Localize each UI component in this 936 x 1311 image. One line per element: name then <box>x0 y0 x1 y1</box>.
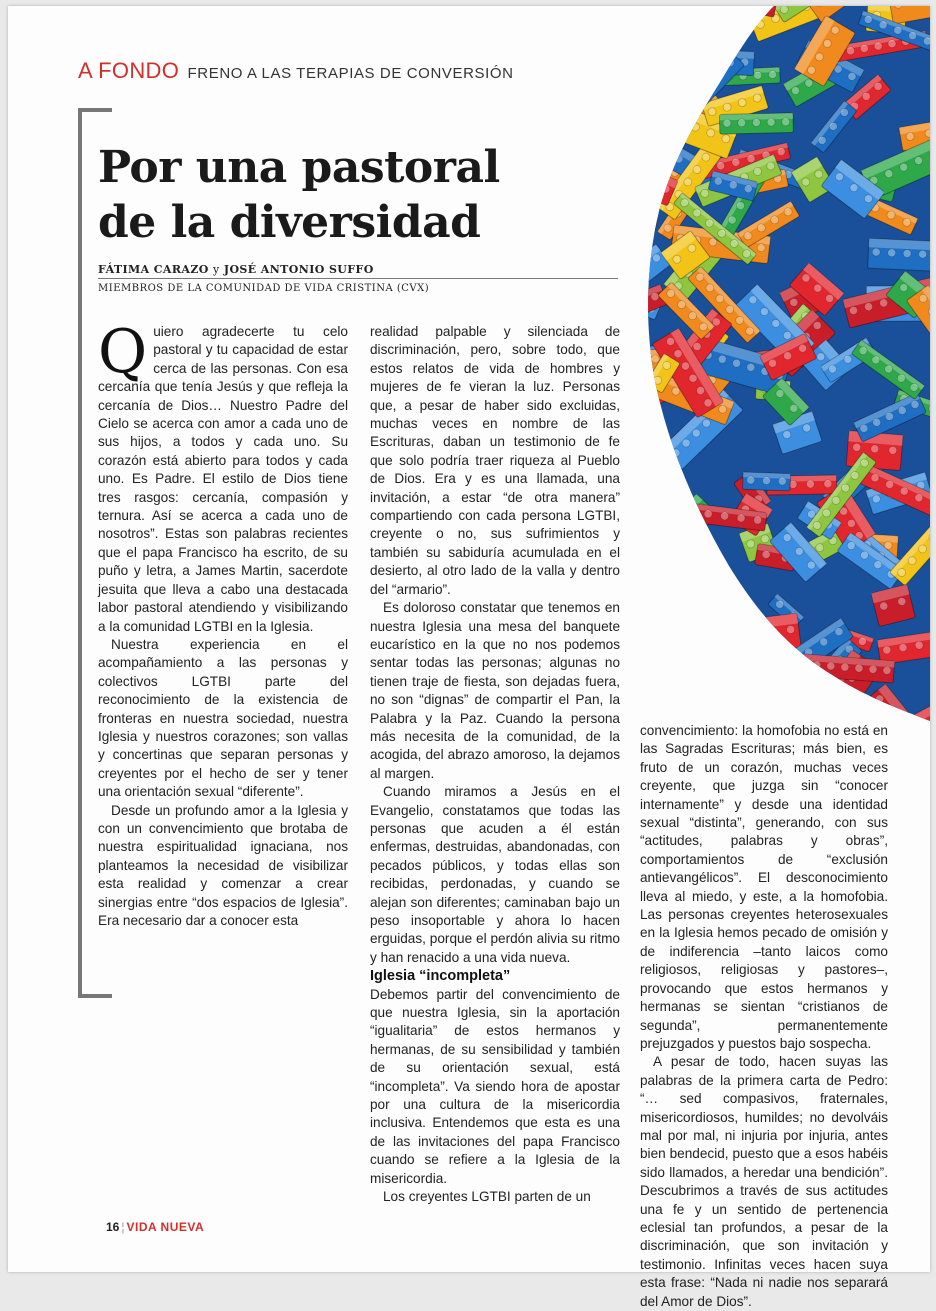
toy-brick <box>636 551 716 609</box>
title-line-2: de la diversidad <box>98 197 481 248</box>
paragraph-7-part-2: convencimiento: la homofobia no está en las Sagradas Escrituras; más bien, es fruto de un corazón, muchas veces creyente, que juzga sin “conocer internamente” y desde una identidad sexual “distinta”, generando, con sus “actitudes, palabras y obras”, comportamientos de “exclusión antievangélicos”. El desconocimiento lleva al miedo, y este, a la homofobia. Las personas creyentes heterosexuales en la Iglesia hemos pecado de omisión y de indiferencia –tanto laicos como religiosos, religiosas y pastores–, provocando que estos hermanos y hermanas se sientan “cristianos de segunda”, permanentemente prejuzgados y puestos bajo sospecha. <box>640 723 888 1051</box>
paragraph-3-part-1: Desde un profundo amor a la Iglesia y con un convencimiento que brotaba de nuestra espiritualidad ignaciana, nos planteamos la necesidad de visibilizar esta realidad y comenzar a crear sinergias entre “dos espacios de Iglesia”. Era necesario dar a conocer esta <box>98 802 348 928</box>
section-label: A FONDO <box>78 58 180 83</box>
toy-brick <box>680 665 724 704</box>
toy-brick <box>672 632 710 668</box>
toy-brick <box>582 200 658 250</box>
toy-brick <box>604 81 680 121</box>
author-1: FÁTIMA CARAZO <box>98 263 209 276</box>
toy-brick <box>576 82 668 139</box>
author-2: JOSÉ ANTONIO SUFFO <box>223 263 374 276</box>
bracket-rule-top <box>78 108 112 112</box>
drop-cap: Q <box>98 317 148 387</box>
toy-brick <box>627 547 699 588</box>
footer-separator: ¦ <box>121 1220 125 1234</box>
bracket-rule-bottom <box>78 994 112 998</box>
page-number: 16 <box>106 1220 120 1234</box>
publication-name: VIDA NUEVA <box>126 1220 205 1234</box>
toy-brick <box>671 680 748 716</box>
article-title <box>98 140 500 250</box>
author-affiliation: MIEMBROS DE LA COMUNIDAD DE VIDA CRISTINA (CVX) <box>98 283 430 294</box>
toy-brick <box>580 140 656 216</box>
text-column-2 <box>370 323 620 1207</box>
toy-brick <box>719 113 793 134</box>
paragraph-4: Es doloroso constatar que tenemos en nuestra Iglesia una mesa del banquete eucarístico en la que no nos podemos sentar todas las personas; algunas no tienen traje de fiesta, son dejadas fuera, no son “dignas” de compartir el Pan, la Palabra y la Paz. Cuando la persona más necesita de la comunidad, de la acogida, del abrazo amoroso, la dejamos al margen. <box>370 600 620 781</box>
toy-brick <box>640 0 702 68</box>
text-column-1 <box>98 317 348 930</box>
toy-brick <box>731 650 772 675</box>
paragraph-7-part-1: Los creyentes LGTBI parten de un <box>383 1189 591 1205</box>
section-header <box>78 58 514 84</box>
toy-brick <box>689 655 784 738</box>
paragraph-5: Cuando miramos a Jesús en el Evangelio, constatamos que todas las personas que acuden a él están enfermas, destruidas, abandonadas, con pecados públicos, y todas ellas son recibidas, perdonadas, y cuando se alejan son diferentes; caminaban bajo un peso insoportable y ahora lo hacen erguidas, porque el perdón alivia su ritmo y han renacido a una vida nueva. <box>370 784 620 965</box>
toy-brick <box>638 512 709 596</box>
toy-brick <box>608 0 699 43</box>
bracket-rule-left <box>78 108 82 998</box>
toy-brick <box>715 644 787 711</box>
title-line-1: Por una pastoral <box>98 142 500 193</box>
toy-brick <box>719 0 776 17</box>
text-column-3 <box>640 722 888 1311</box>
byline <box>98 263 618 279</box>
paragraph-8: A pesar de todo, hacen suyas las palabras de la primera carta de Pedro: “… sed compasivos, fraternales, misericordiosos, humildes; no devolváis mal por mal, ni injuria por injuria, antes bien bendecid, puesto que a esos habéis sido llamados, a heredar una bendición”. Descubrimos a través de sus actitudes una fe y un sentido de pertenencia eclesial tan profundos, a pesar de la discriminación, que son invitación y testimonio. Infinitas veces hacen suya esta frase: “Nada ni nadie nos separará del Amor de Dios”. <box>640 1054 888 1309</box>
toy-brick <box>648 573 728 647</box>
section-topic: FRENO A LAS TERAPIAS DE CONVERSIÓN <box>187 65 514 82</box>
toy-brick <box>868 238 936 271</box>
page-footer <box>106 1220 204 1234</box>
toy-brick <box>701 0 751 32</box>
toy-brick <box>637 519 676 544</box>
toy-brick <box>613 589 692 654</box>
subheading: Iglesia “incompleta” <box>370 968 511 985</box>
toy-brick <box>686 648 738 687</box>
lego-bricks-illustration <box>634 6 930 731</box>
toy-brick <box>715 613 801 657</box>
paragraph-6: Debemos partir del convencimiento de que nuestra Iglesia, sin la aportación “igualitaria” de estos hermanos y hermanas, de su sensibilidad y también de su orientación sexual, está “incompleta”. Va siendo hora de apostar por una cultura de la misericordia inclusiva. Entendemos que esta es una de las invitaciones del papa Francisco cuando se refiere a la Iglesia de la misericordia. <box>370 986 620 1186</box>
paragraph-1 <box>98 317 348 636</box>
magazine-page <box>8 6 930 1309</box>
paragraph-3-part-2: realidad palpable y silenciada de discriminación, pero, sobre todo, que estos relatos de vida de hombres y mujeres de fe vieran la luz. Personas que, a pesar de haber sido excluidas, muchas veces en nombre de las Escrituras, daban un testimonio de fe que solo podría traer riqueza al Pueblo de Dios. Era y es una llamada, una invitación, a estar “de otra manera” compartiendo con cada persona LGTBI, creyente o no, sus sufrimientos y también su sabiduría acumulada en el desierto, al otro lado de la valla y dentro del “armario”. <box>370 324 620 597</box>
paragraph-1-text: uiero agradecerte tu celo pastoral y tu capacidad de estar cerca de las personas. Con esa cercanía que tenía Jesús y que refleja la cercanía de Dios… Nuestro Padre del Cielo se acerca con amor a cada uno de sus hijos, a todos y cada uno. Su corazón está abierto para todos y cada uno. Es Padre. El estilo de Dios tiene tres rasgos: cercanía, compasión y ternura. Así se acerca a cada uno de nosotros”. Estas son palabras recientes que el papa Francisco ha escrito, de su puño y letra, a James Martin, sacerdote jesuita que lleva a cabo una destacada labor pastoral atendiendo y visibilizando a la comunidad LGTBI en la Iglesia. <box>98 324 348 634</box>
toy-brick <box>742 472 790 491</box>
toy-brick <box>637 101 687 138</box>
toy-brick <box>649 550 688 581</box>
toy-brick <box>619 82 660 122</box>
toy-brick <box>684 696 718 718</box>
paragraph-2: Nuestra experiencia en el acompañamiento a las personas y colectivos LGTBI parte del reconocimiento de la existencia de fronteras en nuestra sociedad, nuestra Iglesia y nuestros corazones; son vallas y concertinas que separan personas y creyentes por el hecho de ser y tener una orientación sexual “diferente”. <box>98 636 348 800</box>
byline-conjunction: y <box>212 263 220 276</box>
